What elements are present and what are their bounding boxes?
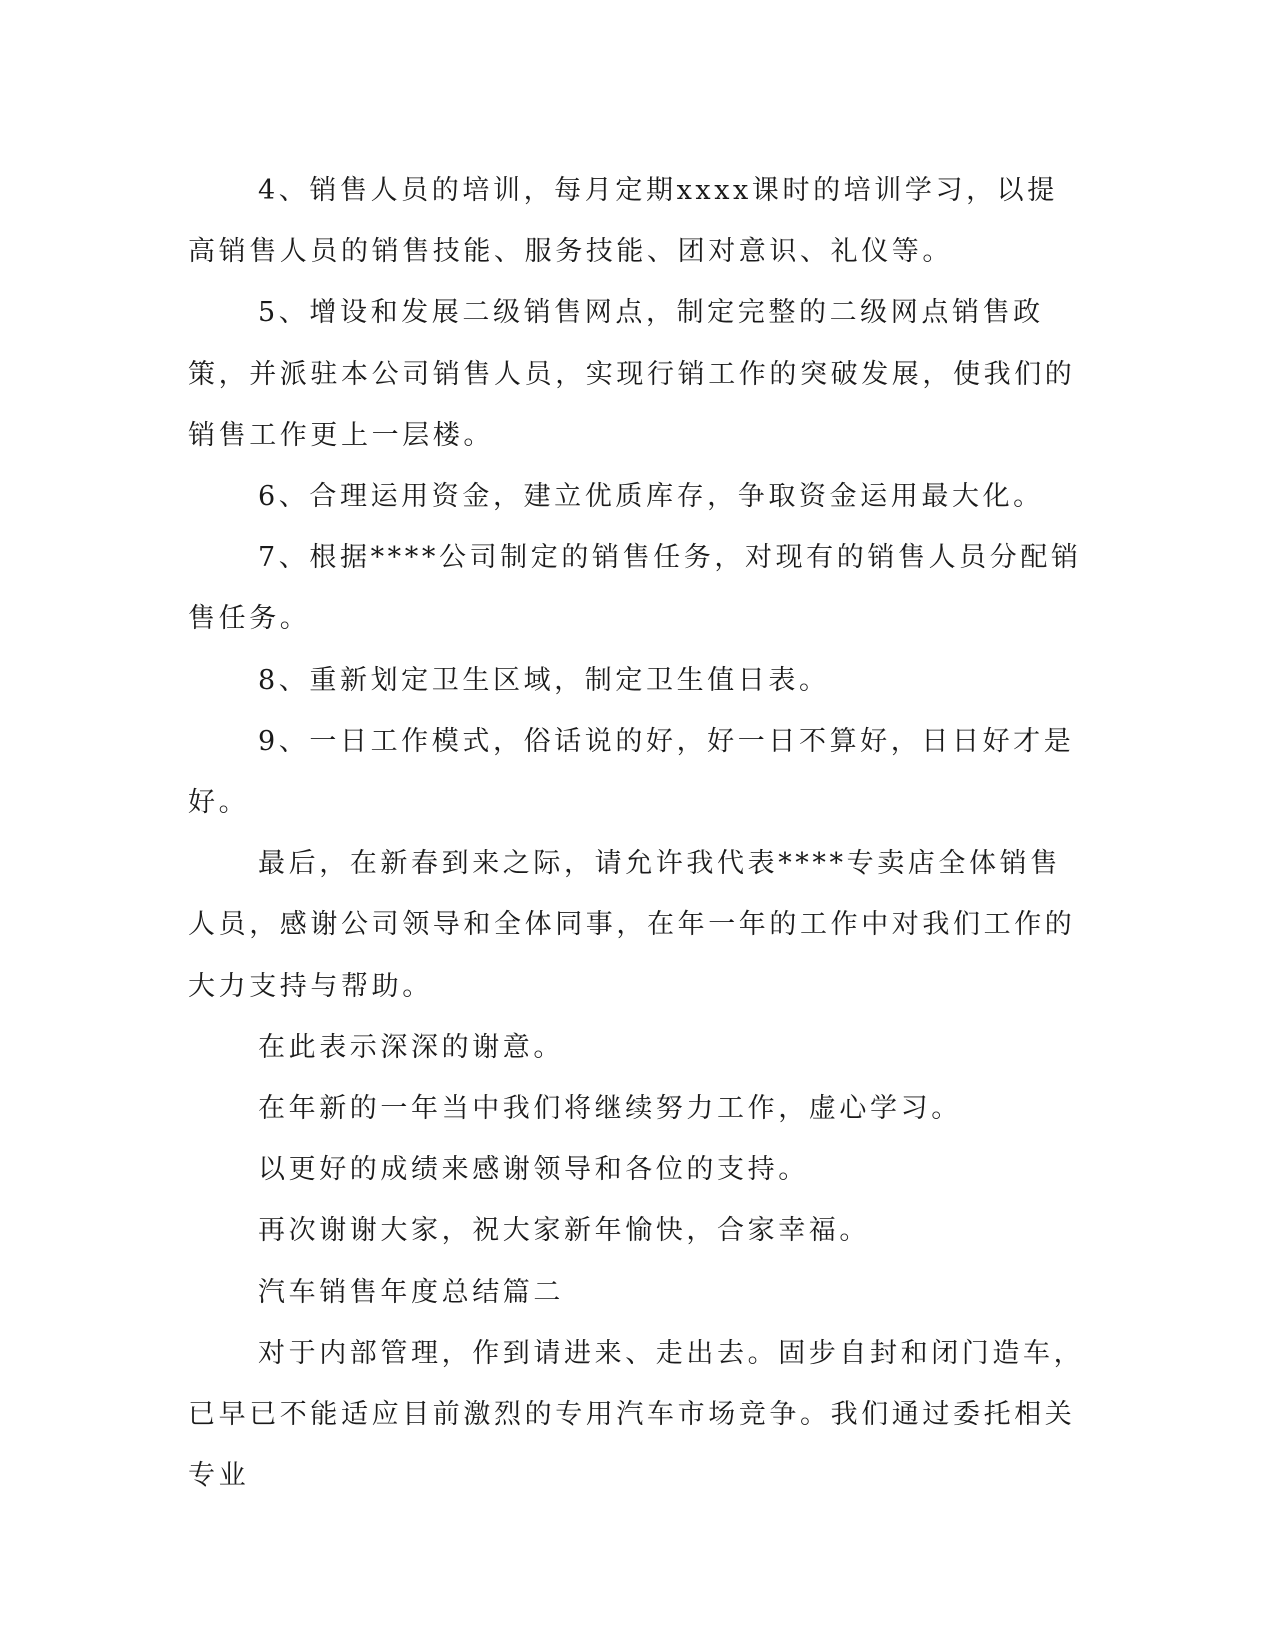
paragraph-hygiene: 8、重新划定卫生区域，制定卫生值日表。 xyxy=(258,664,830,696)
paragraph-gratitude: 在此表示深深的谢意。 xyxy=(258,1031,564,1063)
paragraph-sales-tasks: 7、根据****公司制定的销售任务，对现有的销售人员分配销售任务。 xyxy=(188,542,1082,635)
paragraph-funds: 6、合理运用资金，建立优质库存，争取资金运用最大化。 xyxy=(258,481,1044,513)
paragraph-internal-management: 对于内部管理，作到请进来、走出去。固步自封和闭门造车，已早已不能适应目前激烈的专用汽车市场竞争。我们通过委托相关专业 xyxy=(188,1337,1085,1492)
paragraph-new-year-effort: 在年新的一年当中我们将继续努力工作，虚心学习。 xyxy=(258,1093,962,1125)
section-heading: 汽车销售年度总结篇二 xyxy=(258,1276,564,1308)
paragraph-secondary-outlets: 5、增设和发展二级销售网点，制定完整的二级网点销售政策，并派驻本公司销售人员，实现行销工作的突破发展，使我们的销售工作更上一层楼。 xyxy=(188,297,1076,451)
document-body xyxy=(188,160,1088,1506)
paragraph-training: 4、销售人员的培训，每月定期xxxx课时的培训学习，以提高销售人员的销售技能、服务技能、团对意识、礼仪等。 xyxy=(188,175,1058,268)
paragraph-greetings: 再次谢谢大家，祝大家新年愉快，合家幸福。 xyxy=(258,1215,870,1247)
paragraph-thanks: 最后，在新春到来之际，请允许我代表****专卖店全体销售人员，感谢公司领导和全体同事，在年一年的工作中对我们工作的大力支持与帮助。 xyxy=(188,848,1076,1002)
paragraph-better-results: 以更好的成绩来感谢领导和各位的支持。 xyxy=(258,1154,809,1186)
paragraph-daily-mode: 9、一日工作模式，俗话说的好，好一日不算好，日日好才是好。 xyxy=(188,725,1075,819)
